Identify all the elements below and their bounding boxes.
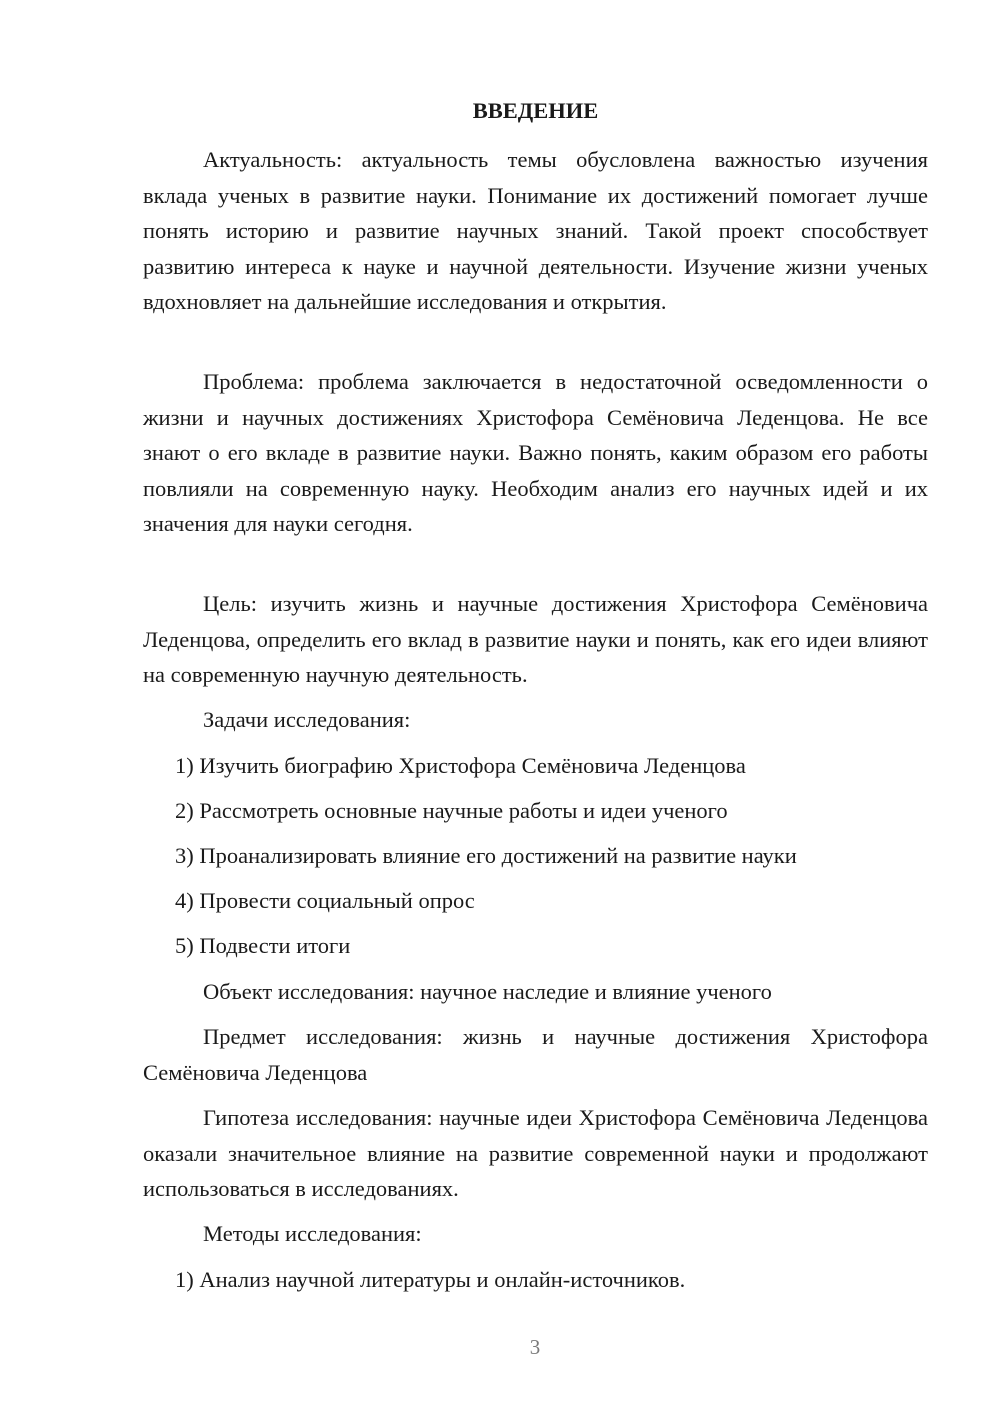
task-item: 2) Рассмотреть основные научные работы и идеи ученого xyxy=(175,798,728,823)
method-item: 1) Анализ научной литературы и онлайн-источников. xyxy=(175,1267,686,1292)
subject-paragraph: Предмет исследования: жизнь и научные достижения Христофора Семёновича Леденцова xyxy=(143,1024,928,1085)
object-line: Объект исследования: научное наследие и влияние ученого xyxy=(203,979,772,1004)
task-item: 1) Изучить биографию Христофора Семёновича Леденцова xyxy=(175,753,746,778)
methods-title: Методы исследования: xyxy=(203,1221,422,1246)
page-number: 3 xyxy=(529,1335,541,1359)
section-heading: ВВЕДЕНИЕ xyxy=(472,98,599,123)
tasks-title: Задачи исследования: xyxy=(203,707,411,732)
task-item: 5) Подвести итоги xyxy=(175,933,351,958)
goal-paragraph: Цель: изучить жизнь и научные достижения Христофора Семёновича Леденцова, определить его вклад в развитие науки и понять, как его идеи влияют на современную научную деятельность. xyxy=(143,591,928,687)
problem-paragraph: Проблема: проблема заключается в недостаточной осведомленности о жизни и научных достижениях Христофора Семёновича Леденцова. Не все знают о его вкладе в развитие науки. Важно понять, каким образом его работы повлияли на современную науку. Необходим анализ его научных идей и их значения для науки сегодня. xyxy=(143,369,928,536)
relevance-paragraph: Актуальность: актуальность темы обусловлена важностью изучения вклада ученых в развитие науки. Понимание их достижений помогает лучше понять историю и развитие научных знаний. Такой проект способствует развитию интереса к науке и научной деятельности. Изучение жизни ученых вдохновляет на дальнейшие исследования и открытия. xyxy=(143,147,928,314)
task-item: 4) Провести социальный опрос xyxy=(175,888,475,913)
task-item: 3) Проанализировать влияние его достижений на развитие науки xyxy=(175,843,797,868)
hypothesis-paragraph: Гипотеза исследования: научные идеи Христофора Семёновича Леденцова оказали значительное влияние на развитие современной науки и продолжают использоваться в исследованиях. xyxy=(143,1105,928,1201)
